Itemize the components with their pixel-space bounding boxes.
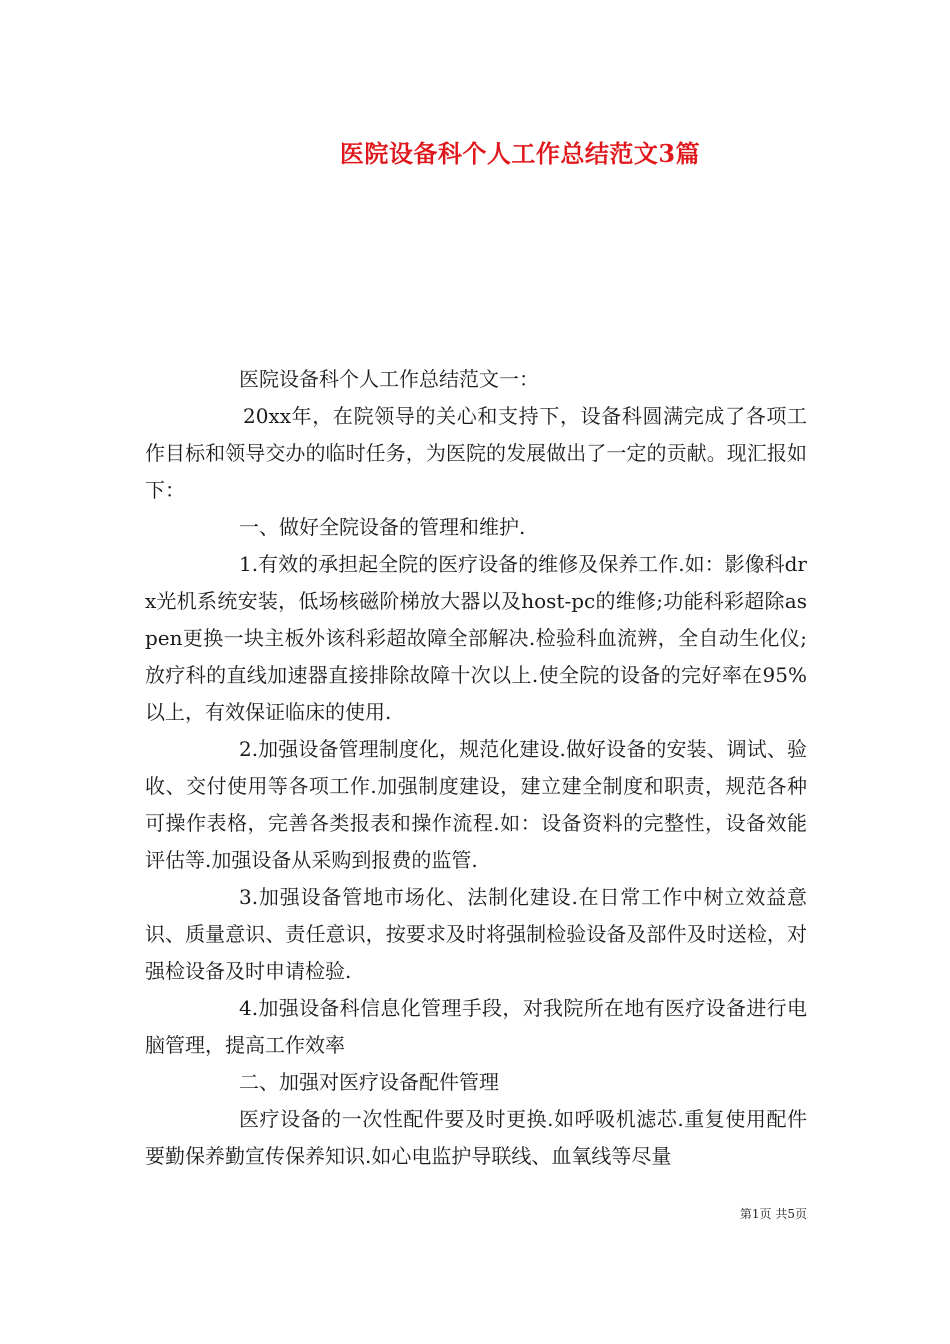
paragraph-consumables: 医疗设备的一次性配件要及时更换.如呼吸机滤芯.重复使用配件要勤保养勤宣传保养知识.如心电监护导联线、血氧线等尽量 xyxy=(145,1107,807,1168)
paragraph-item-3: 3.加强设备管地市场化、法制化建设.在日常工作中树立效益意识、质量意识、责任意识，按要求及时将强制检验设备及部件及时送检，对强检设备及时申请检验. xyxy=(145,885,807,983)
paragraph-intro: 20xx年，在院领导的关心和支持下，设备科圆满完成了各项工作目标和领导交办的临时任务，为医院的发展做出了一定的贡献。现汇报如下： xyxy=(145,404,807,502)
paragraph-heading: 医院设备科个人工作总结范文一： xyxy=(239,367,539,391)
paragraph-item-1: 1.有效的承担起全院的医疗设备的维修及保养工作.如：影像科drx光机系统安装，低场核磁阶梯放大器以及host-pc的维修;功能科彩超除aspen更换一块主板外该科彩超故障全部解决.检验科血流辨，全自动生化仪;放疗科的直线加速器直接排除故障十次以上.使全院的设备的完好率在95%以上，有效保证临床的使用. xyxy=(145,552,807,724)
paragraph-item-2: 2.加强设备管理制度化，规范化建设.做好设备的安装、调试、验收、交付使用等各项工作.加强制度建设，建立建全制度和职责，规范各种可操作表格，完善各类报表和操作流程.如：设备资料的完整性，设备效能评估等.加强设备从采购到报费的监管. xyxy=(145,737,807,872)
document-title: 医院设备科个人工作总结范文3篇 xyxy=(339,139,701,168)
paragraph-item-4: 4.加强设备科信息化管理手段，对我院所在地有医疗设备进行电脑管理，提高工作效率 xyxy=(145,996,807,1057)
paragraph-section-1: 一、做好全院设备的管理和维护. xyxy=(239,515,526,539)
page-footer: 第1页 共5页 xyxy=(739,1207,807,1221)
paragraph-section-2: 二、加强对医疗设备配件管理 xyxy=(239,1070,499,1094)
document-body xyxy=(145,361,807,1175)
